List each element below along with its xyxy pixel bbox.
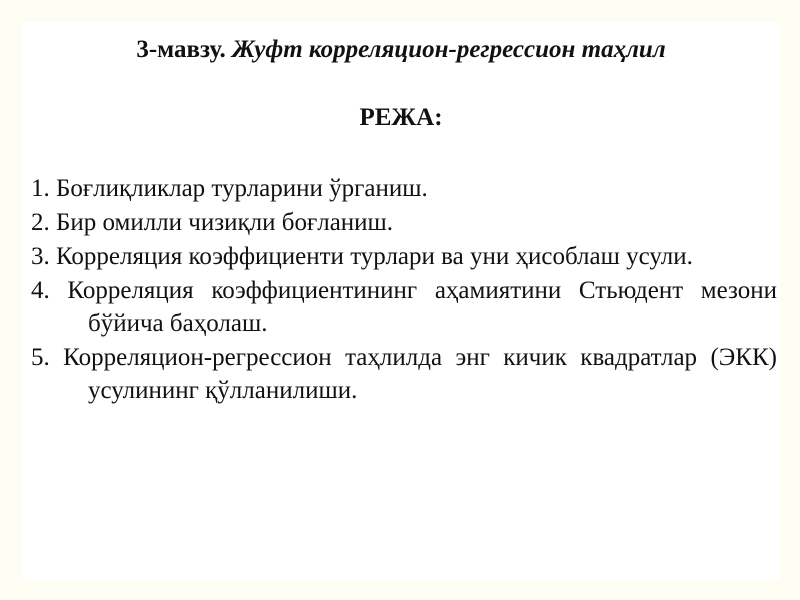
topic-title: [22, 36, 780, 64]
plan-item-number: 2.: [31, 209, 50, 236]
plan-item-text: Корреляция коэффициентининг аҳамиятини Стьюдент мезони бўйича баҳолаш.: [67, 277, 777, 337]
plan-item-5: [31, 341, 777, 407]
plan-item-3: [31, 240, 777, 273]
plan-item-1: [31, 172, 777, 205]
topic-name: Жуфт корреляцион-регрессион таҳлил: [232, 36, 666, 63]
plan-item-text: Боғлиқликлар турларини ўрганиш.: [56, 175, 428, 202]
plan-item-text: Корреляция коэффициенти турлари ва уни ҳисоблаш усули.: [56, 243, 693, 270]
plan-item-number: 3.: [31, 243, 50, 270]
plan-item-text: Корреляцион-регрессион таҳлилда энг кичик квадратлар (ЭКК) усулининг қўлланилиши.: [63, 344, 777, 404]
plan-heading: РЕЖА:: [359, 104, 443, 131]
topic-number: 3-мавзу: [136, 36, 220, 63]
plan-item-4: [31, 274, 777, 340]
plan-item-text: Бир омилли чизиқли боғланиш.: [56, 209, 394, 236]
plan-item-2: [31, 206, 777, 239]
plan-item-number: 1.: [31, 175, 50, 202]
plan-item-number: 5.: [31, 344, 50, 371]
plan-list: [31, 172, 777, 408]
plan-item-number: 4.: [31, 277, 50, 304]
slide: [22, 22, 780, 580]
title-separator: .: [219, 36, 233, 63]
